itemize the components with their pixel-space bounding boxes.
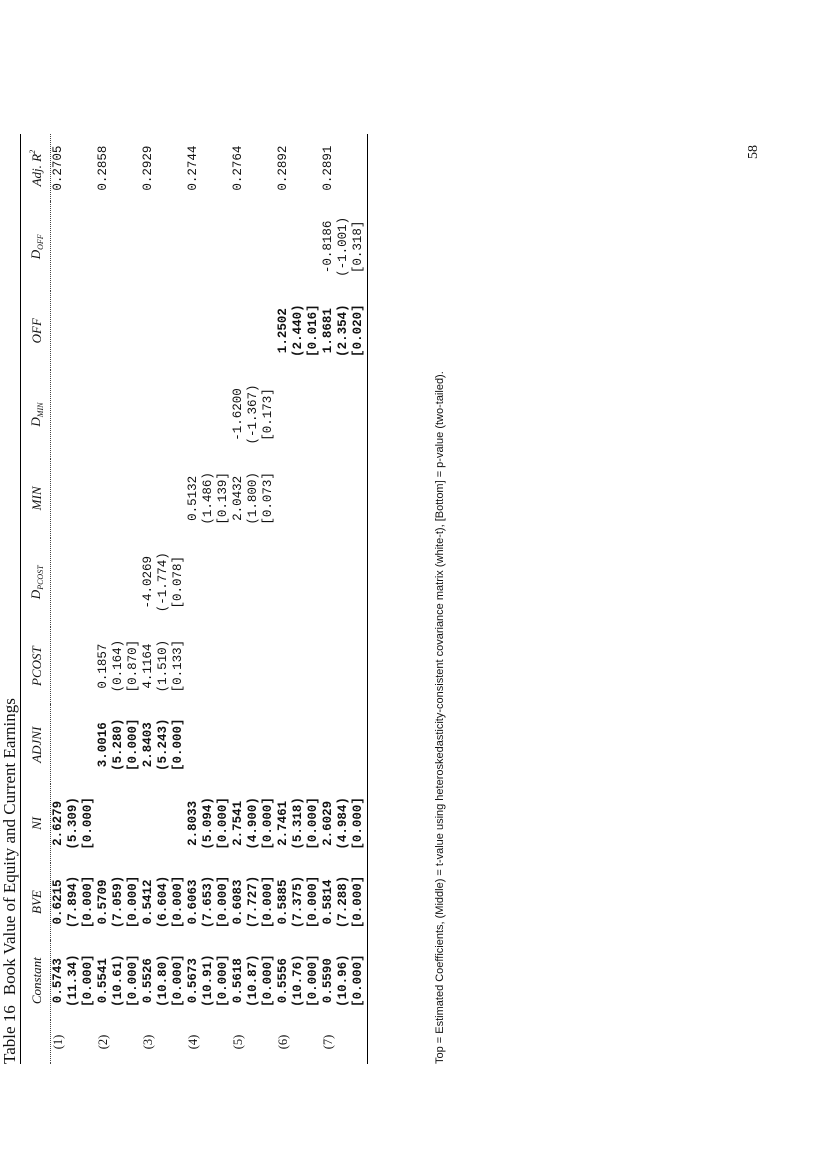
p-value: [0.000]	[126, 954, 140, 1007]
column-header-label: PCOST	[28, 646, 44, 686]
column-header-label: BVE	[28, 890, 44, 914]
cell-ni	[231, 784, 276, 863]
table-number: Table 16	[0, 1005, 19, 1064]
coefficient: 0.5673	[186, 958, 200, 1004]
coefficient: 2.0432	[231, 475, 245, 521]
coefficient: 0.6083	[231, 879, 245, 925]
coefficient: 0.5618	[231, 958, 245, 1004]
cell-model: (1)	[51, 1034, 65, 1050]
coefficient: 2.6279	[51, 800, 65, 846]
cell-dmin	[231, 370, 276, 459]
t-value: (1.510)	[156, 639, 170, 693]
p-value: [0.000]	[306, 954, 320, 1007]
p-value: [0.016]	[306, 304, 320, 357]
column-header-label: Adj. R	[29, 153, 44, 187]
t-value: (10.87)	[246, 954, 260, 1007]
coefficient: 3.0016	[96, 722, 110, 768]
cell-adjr2: 0.2891	[321, 134, 368, 202]
cell-ni	[141, 784, 186, 863]
cell-dpcost	[141, 538, 186, 627]
coefficient: 2.7541	[231, 800, 245, 846]
t-value: (10.61)	[111, 954, 125, 1007]
cell-bve	[231, 863, 276, 942]
cell-doff	[96, 202, 141, 291]
cell-doff	[186, 202, 231, 291]
column-header-off	[21, 291, 51, 370]
p-value: [0.000]	[81, 797, 95, 850]
t-value: (-1.367)	[246, 384, 260, 445]
t-value: (4.900)	[246, 797, 260, 850]
coefficient: -1.6200	[231, 388, 245, 441]
page-number: 58	[746, 145, 761, 159]
column-header-adjni	[21, 705, 51, 784]
cell-bve	[141, 863, 186, 942]
t-value: (6.604)	[156, 875, 170, 929]
column-header-dmin	[21, 370, 51, 459]
cell-min	[276, 459, 321, 538]
p-value: [0.000]	[351, 954, 365, 1007]
cell-min	[231, 459, 276, 538]
table-row	[186, 134, 231, 1064]
cell-adjni	[186, 705, 231, 784]
t-value: (-1.001)	[336, 216, 350, 277]
cell-ni	[276, 784, 321, 863]
coefficient: 0.5541	[96, 958, 110, 1004]
t-value: (2.354)	[336, 304, 350, 357]
t-value: (7.288)	[336, 875, 350, 929]
cell-off	[321, 291, 368, 370]
coefficient: 0.5556	[276, 958, 290, 1004]
p-value: [0.000]	[216, 797, 230, 850]
p-value: [0.000]	[171, 954, 185, 1007]
cell-adjni	[321, 705, 368, 784]
coefficient: 0.5709	[96, 879, 110, 925]
cell-pcost	[276, 627, 321, 706]
coefficient: 0.6215	[51, 879, 65, 925]
cell-constant	[231, 941, 276, 1020]
coefficient: 2.8403	[141, 722, 155, 768]
p-value: [0.000]	[126, 718, 140, 772]
column-header-label: Constant	[28, 957, 44, 1005]
column-header-label: D	[28, 249, 43, 260]
coefficient: 1.8681	[321, 308, 335, 354]
t-value: (2.440)	[291, 304, 305, 357]
cell-adjni	[96, 705, 141, 784]
table-header-row	[21, 134, 51, 1064]
p-value: [0.000]	[126, 875, 140, 929]
cell-constant	[321, 941, 368, 1020]
regression-table	[20, 134, 368, 1064]
cell-constant	[186, 941, 231, 1020]
t-value: (7.894)	[66, 875, 80, 929]
cell-min	[186, 459, 231, 538]
coefficient: 0.5412	[141, 879, 155, 925]
p-value: [0.318]	[351, 220, 365, 274]
t-value: (10.91)	[201, 954, 215, 1007]
coefficient: 0.5132	[186, 475, 200, 521]
cell-off	[96, 291, 141, 370]
rotated-table-page	[0, 84, 480, 1064]
cell-dpcost	[96, 538, 141, 627]
p-value: [0.000]	[216, 954, 230, 1007]
t-value: (1.800)	[246, 472, 260, 525]
t-value: (5.309)	[66, 797, 80, 850]
cell-constant	[141, 941, 186, 1020]
column-header-label: D	[28, 589, 43, 600]
cell-ni	[186, 784, 231, 863]
cell-model: (3)	[141, 1034, 155, 1050]
p-value: [0.000]	[261, 875, 275, 929]
p-value: [0.000]	[261, 954, 275, 1007]
cell-model: (7)	[321, 1020, 368, 1064]
coefficient: 2.6029	[321, 800, 335, 846]
cell-dpcost	[276, 538, 321, 627]
cell-bve	[321, 863, 368, 942]
cell-dmin	[51, 370, 97, 459]
cell-doff	[321, 202, 368, 291]
cell-doff	[231, 202, 276, 291]
cell-dmin	[141, 370, 186, 459]
table-title-text: Book Value of Equity and Current Earnings	[0, 698, 19, 996]
table-footnote: Top = Estimated Coefficients, (Middle) = t-value using heteroskedasticity-consistent covariance matrix (white-t), [Bottom] = p-value (two-tailed).	[434, 371, 446, 1064]
p-value: [0.000]	[216, 875, 230, 929]
cell-off	[276, 291, 321, 370]
cell-model: (6)	[276, 1034, 290, 1050]
cell-dmin	[321, 370, 368, 459]
coefficient: -4.0269	[141, 556, 155, 609]
column-header-pcost	[21, 627, 51, 706]
cell-adjr2: 0.2929	[141, 145, 155, 191]
p-value: [0.000]	[306, 797, 320, 850]
cell-adjni	[276, 705, 321, 784]
cell-min	[51, 459, 97, 538]
cell-adjni	[231, 705, 276, 784]
cell-constant	[51, 941, 97, 1020]
cell-dpcost	[186, 538, 231, 627]
cell-min	[321, 459, 368, 538]
table-title	[0, 698, 20, 1064]
coefficient: 0.5590	[321, 958, 335, 1004]
t-value: (-1.774)	[156, 552, 170, 613]
coefficient: 2.8033	[186, 800, 200, 846]
p-value: [0.000]	[306, 875, 320, 929]
cell-doff	[51, 202, 97, 291]
column-header-dpcost	[21, 538, 51, 627]
cell-pcost	[51, 627, 97, 706]
coefficient: 2.7461	[276, 800, 290, 846]
column-header-constant	[21, 941, 51, 1020]
column-header-subscript: MIN	[36, 402, 45, 418]
t-value: (5.318)	[291, 797, 305, 850]
column-header-label: MIN	[28, 486, 44, 511]
coefficient: 0.5743	[51, 958, 65, 1004]
cell-ni	[96, 784, 141, 863]
t-value: (5.243)	[156, 718, 170, 772]
p-value: [0.000]	[81, 875, 95, 929]
table-row	[51, 134, 97, 1064]
cell-pcost	[231, 627, 276, 706]
column-header-model	[21, 1020, 51, 1064]
coefficient: 0.1857	[96, 643, 110, 689]
cell-bve	[186, 863, 231, 942]
cell-bve	[96, 863, 141, 942]
p-value: [0.000]	[81, 954, 95, 1007]
t-value: (5.280)	[111, 718, 125, 772]
table-row	[276, 134, 321, 1064]
table-row	[141, 134, 186, 1064]
cell-pcost	[96, 627, 141, 706]
p-value: [0.078]	[171, 556, 185, 609]
cell-model: (2)	[96, 1034, 110, 1050]
cell-doff	[141, 202, 186, 291]
cell-dmin	[96, 370, 141, 459]
p-value: [0.020]	[351, 304, 365, 357]
cell-constant	[96, 941, 141, 1020]
cell-dmin	[186, 370, 231, 459]
coefficient: 0.5526	[141, 958, 155, 1004]
cell-adjni	[141, 705, 186, 784]
cell-adjr2: 0.2892	[276, 145, 290, 191]
p-value: [0.000]	[171, 875, 185, 929]
cell-min	[141, 459, 186, 538]
cell-bve	[51, 863, 97, 942]
column-header-label: D	[28, 417, 43, 427]
coefficient: -0.8186	[321, 220, 335, 274]
p-value: [0.173]	[261, 388, 275, 441]
t-value: (11.34)	[66, 954, 80, 1007]
t-value: (1.486)	[201, 472, 215, 525]
table-body	[51, 134, 368, 1064]
cell-dmin	[276, 370, 321, 459]
coefficient: 1.2502	[276, 308, 290, 354]
coefficient: 0.5814	[321, 879, 335, 925]
t-value: (5.094)	[201, 797, 215, 850]
column-header-doff	[21, 202, 51, 291]
cell-off	[51, 291, 97, 370]
cell-constant	[276, 941, 321, 1020]
cell-pcost	[321, 627, 368, 706]
column-header-adjr2	[21, 134, 51, 202]
t-value: (10.76)	[291, 954, 305, 1007]
cell-bve	[276, 863, 321, 942]
t-value: (7.727)	[246, 875, 260, 929]
cell-adjni	[51, 705, 97, 784]
column-header-label: ADJNI	[28, 726, 44, 763]
cell-off	[231, 291, 276, 370]
cell-model: (4)	[186, 1034, 200, 1050]
p-value: [0.000]	[351, 875, 365, 929]
column-header-ni	[21, 784, 51, 863]
table-row	[321, 134, 368, 1064]
column-header-min	[21, 459, 51, 538]
p-value: [0.000]	[261, 797, 275, 850]
column-header-subscript: PCOST	[36, 565, 45, 590]
coefficient: 4.1164	[141, 643, 155, 689]
cell-off	[186, 291, 231, 370]
p-value: [0.000]	[171, 718, 185, 772]
column-header-superscript: 2	[28, 149, 37, 154]
cell-min	[96, 459, 141, 538]
p-value: [0.000]	[351, 797, 365, 850]
cell-dpcost	[321, 538, 368, 627]
p-value: [0.073]	[261, 472, 275, 525]
cell-pcost	[186, 627, 231, 706]
column-header-subscript: OFF	[36, 234, 45, 250]
column-header-bve	[21, 863, 51, 942]
t-value: (10.80)	[156, 954, 170, 1007]
t-value: (4.984)	[336, 797, 350, 850]
cell-model: (5)	[231, 1034, 245, 1050]
t-value: (7.375)	[291, 875, 305, 929]
cell-pcost	[141, 627, 186, 706]
t-value: (7.653)	[201, 875, 215, 929]
coefficient: 0.6063	[186, 879, 200, 925]
p-value: [0.133]	[171, 639, 185, 693]
p-value: [0.139]	[216, 472, 230, 525]
coefficient: 0.5885	[276, 879, 290, 925]
column-header-label: OFF	[28, 318, 44, 344]
cell-dpcost	[51, 538, 97, 627]
cell-dpcost	[231, 538, 276, 627]
cell-adjr2: 0.2858	[96, 145, 110, 191]
p-value: [0.870]	[126, 639, 140, 693]
cell-adjr2: 0.2705	[51, 145, 65, 191]
table-row	[231, 134, 276, 1064]
column-header-label: NI	[28, 816, 44, 830]
cell-ni	[51, 784, 97, 863]
t-value: (10.96)	[336, 954, 350, 1007]
cell-off	[141, 291, 186, 370]
cell-adjr2: 0.2764	[231, 145, 245, 191]
cell-doff	[276, 202, 321, 291]
cell-adjr2: 0.2744	[186, 145, 200, 191]
t-value: (7.059)	[111, 875, 125, 929]
cell-ni	[321, 784, 368, 863]
t-value: (0.164)	[111, 639, 125, 693]
table-row	[96, 134, 141, 1064]
